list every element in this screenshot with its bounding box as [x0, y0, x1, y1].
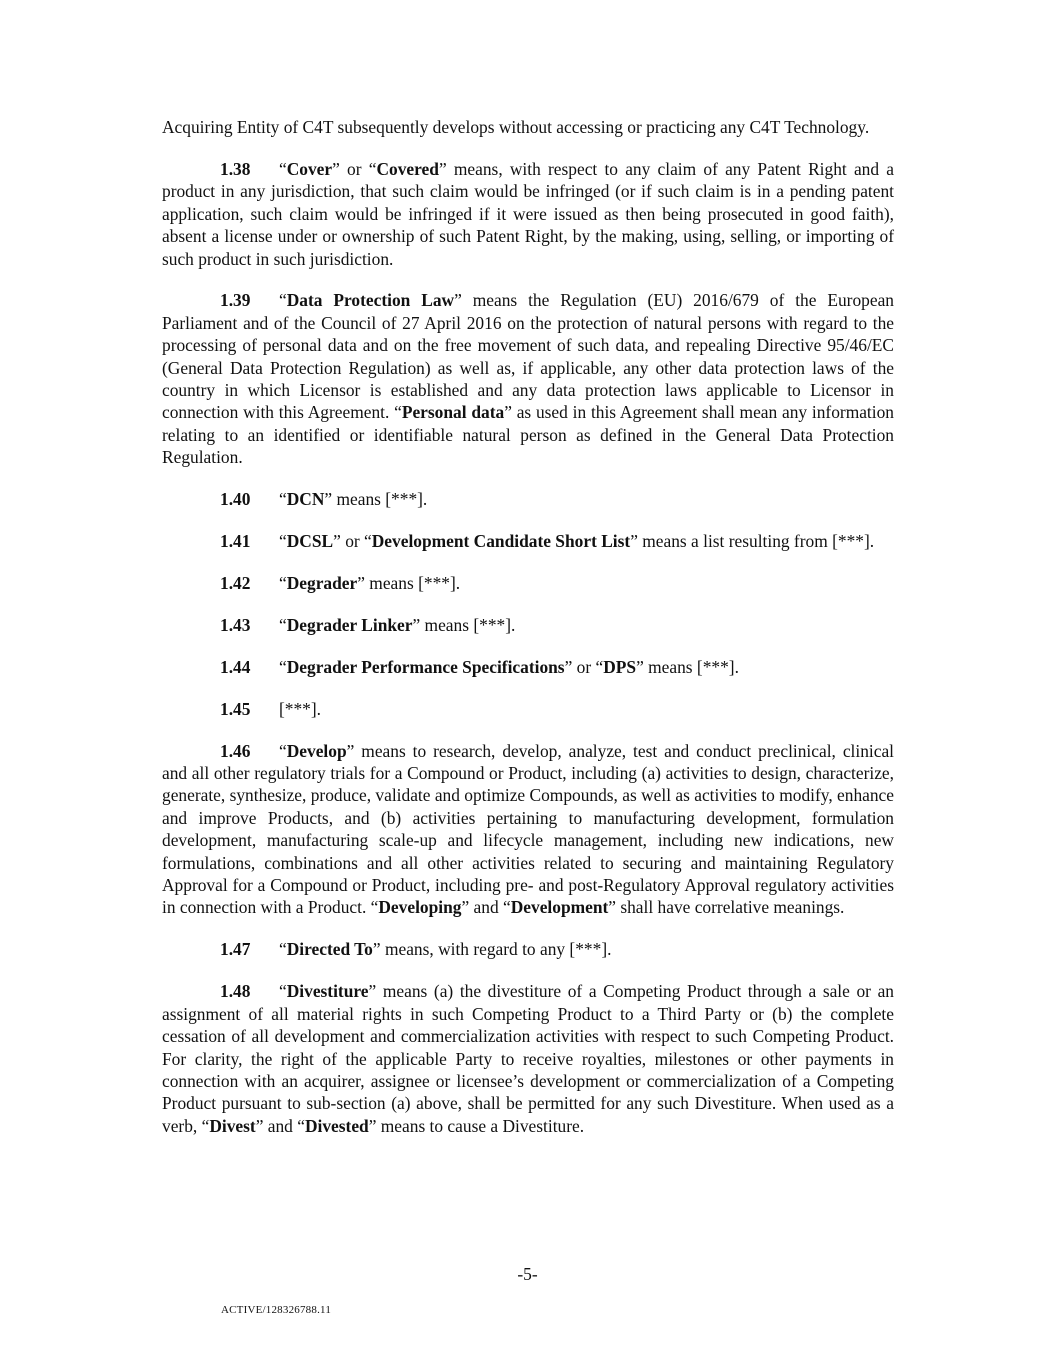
defined-term: Degrader Performance Specifications: [286, 656, 565, 677]
section-number: 1.43: [220, 614, 251, 635]
section-1-39: 1.39 “Data Protection Law” means the Regulation (EU) 2016/679 of the European Parliament and of the Council of 27 April 2016 on the protection of natural persons with regard to the processing of personal data and on the free movement of such data, and repealing Directive 95/46/EC (General Data Protection Regulation) as well as, if applicable, any other data protection laws of the country in which Licensor is established and any data protection laws applicable to Licensor in connection with this Agreement. “Personal data” as used in this Agreement shall mean any information relating to an identified or identifiable natural person as defined in the General Data Protection Regulation.: [162, 290, 894, 468]
section-1-42: 1.42 “Degrader” means [***].: [220, 573, 461, 593]
section-1-47: 1.47 “Directed To” means, with regard to any [***].: [220, 939, 612, 960]
defined-term: Personal data: [401, 402, 505, 423]
section-number: 1.48: [220, 981, 251, 1002]
defined-term: Development Candidate Short List: [371, 531, 631, 552]
continuation-paragraph: Acquiring Entity of C4T subsequently develops without accessing or practicing any C4T Technology.: [162, 117, 870, 137]
defined-term: Developing: [378, 897, 462, 918]
section-1-46: 1.46 “Develop” means to research, develop, analyze, test and conduct preclinical, clinical and all other regulatory trials for a Compound or Product, including (a) activities to design, characterize, generate, synthesize, produce, validate and optimize Compounds, as well as activities to modify, enhance and improve Products, and (b) activities pertaining to manufacturing development, formulation development, manufacturing scale-up and lifecycle management, including new indications, new formulations, combinations and all other activities related to securing and maintaining Regulatory Approval for a Compound or Product, including pre- and post-Regulatory Approval regulatory activities in connection with a Product. “Developing” and “Development” shall have correlative meanings.: [162, 740, 894, 918]
section-number: 1.38: [220, 158, 251, 179]
defined-term: Divest: [209, 1115, 256, 1136]
section-1-43: 1.43 “Degrader Linker” means [***].: [220, 614, 516, 635]
section-number: 1.44: [220, 656, 251, 677]
section-number: 1.42: [220, 573, 251, 593]
defined-term: Data Protection Law: [286, 290, 455, 311]
section-number: 1.45: [220, 698, 251, 719]
defined-term: Directed To: [286, 939, 373, 960]
section-1-38: 1.38 “Cover” or “Covered” means, with respect to any claim of any Patent Right and a product in any jurisdiction, that such claim would be infringed (or if such claim is in a pending patent application, such claim would be infringed if it were issued as then being prosecuted in good faith), absent a license under or ownership of such Patent Right, by the making, using, selling, or importing of such product in such jurisdiction.: [162, 158, 894, 269]
document-id: ACTIVE/128326788.11: [221, 1304, 332, 1316]
defined-term: DCN: [286, 489, 325, 510]
defined-term: Divested: [304, 1115, 369, 1136]
defined-term: Covered: [376, 158, 439, 179]
defined-term: Development: [510, 897, 609, 918]
section-number: 1.41: [220, 531, 251, 552]
section-number: 1.40: [220, 489, 251, 510]
defined-term: Develop: [286, 740, 347, 761]
defined-term: Divestiture: [286, 981, 369, 1002]
defined-term: Degrader: [286, 573, 358, 593]
defined-term: DPS: [603, 656, 637, 677]
defined-term: DCSL: [286, 531, 334, 552]
section-1-41: 1.41 “DCSL” or “Development Candidate Short List” means a list resulting from [***].: [220, 531, 875, 552]
section-1-40: 1.40 “DCN” means [***].: [220, 489, 428, 510]
page-number: -5-: [517, 1264, 538, 1284]
section-1-44: 1.44 “Degrader Performance Specifications” or “DPS” means [***].: [220, 656, 739, 677]
defined-term: Cover: [286, 158, 333, 179]
defined-term: Degrader Linker: [286, 614, 413, 635]
document-body: [162, 116, 894, 1157]
section-number: 1.47: [220, 939, 251, 960]
section-1-45: 1.45 [***].: [220, 698, 322, 719]
section-number: 1.46: [220, 740, 251, 761]
section-number: 1.39: [220, 290, 251, 311]
section-1-48: 1.48 “Divestiture” means (a) the divestiture of a Competing Product through a sale or an assignment of all material rights in such Competing Product to a Third Party or (b) the complete cessation of all development and commercialization activities with respect to such Competing Product. For clarity, the right of the applicable Party to receive royalties, milestones or other payments in connection with an acquirer, assignee or licensee’s development or commercialization of a Competing Product pursuant to sub-section (a) above, shall be permitted for any such Divestiture. When used as a verb, “Divest” and “Divested” means to cause a Divestiture.: [162, 981, 894, 1136]
